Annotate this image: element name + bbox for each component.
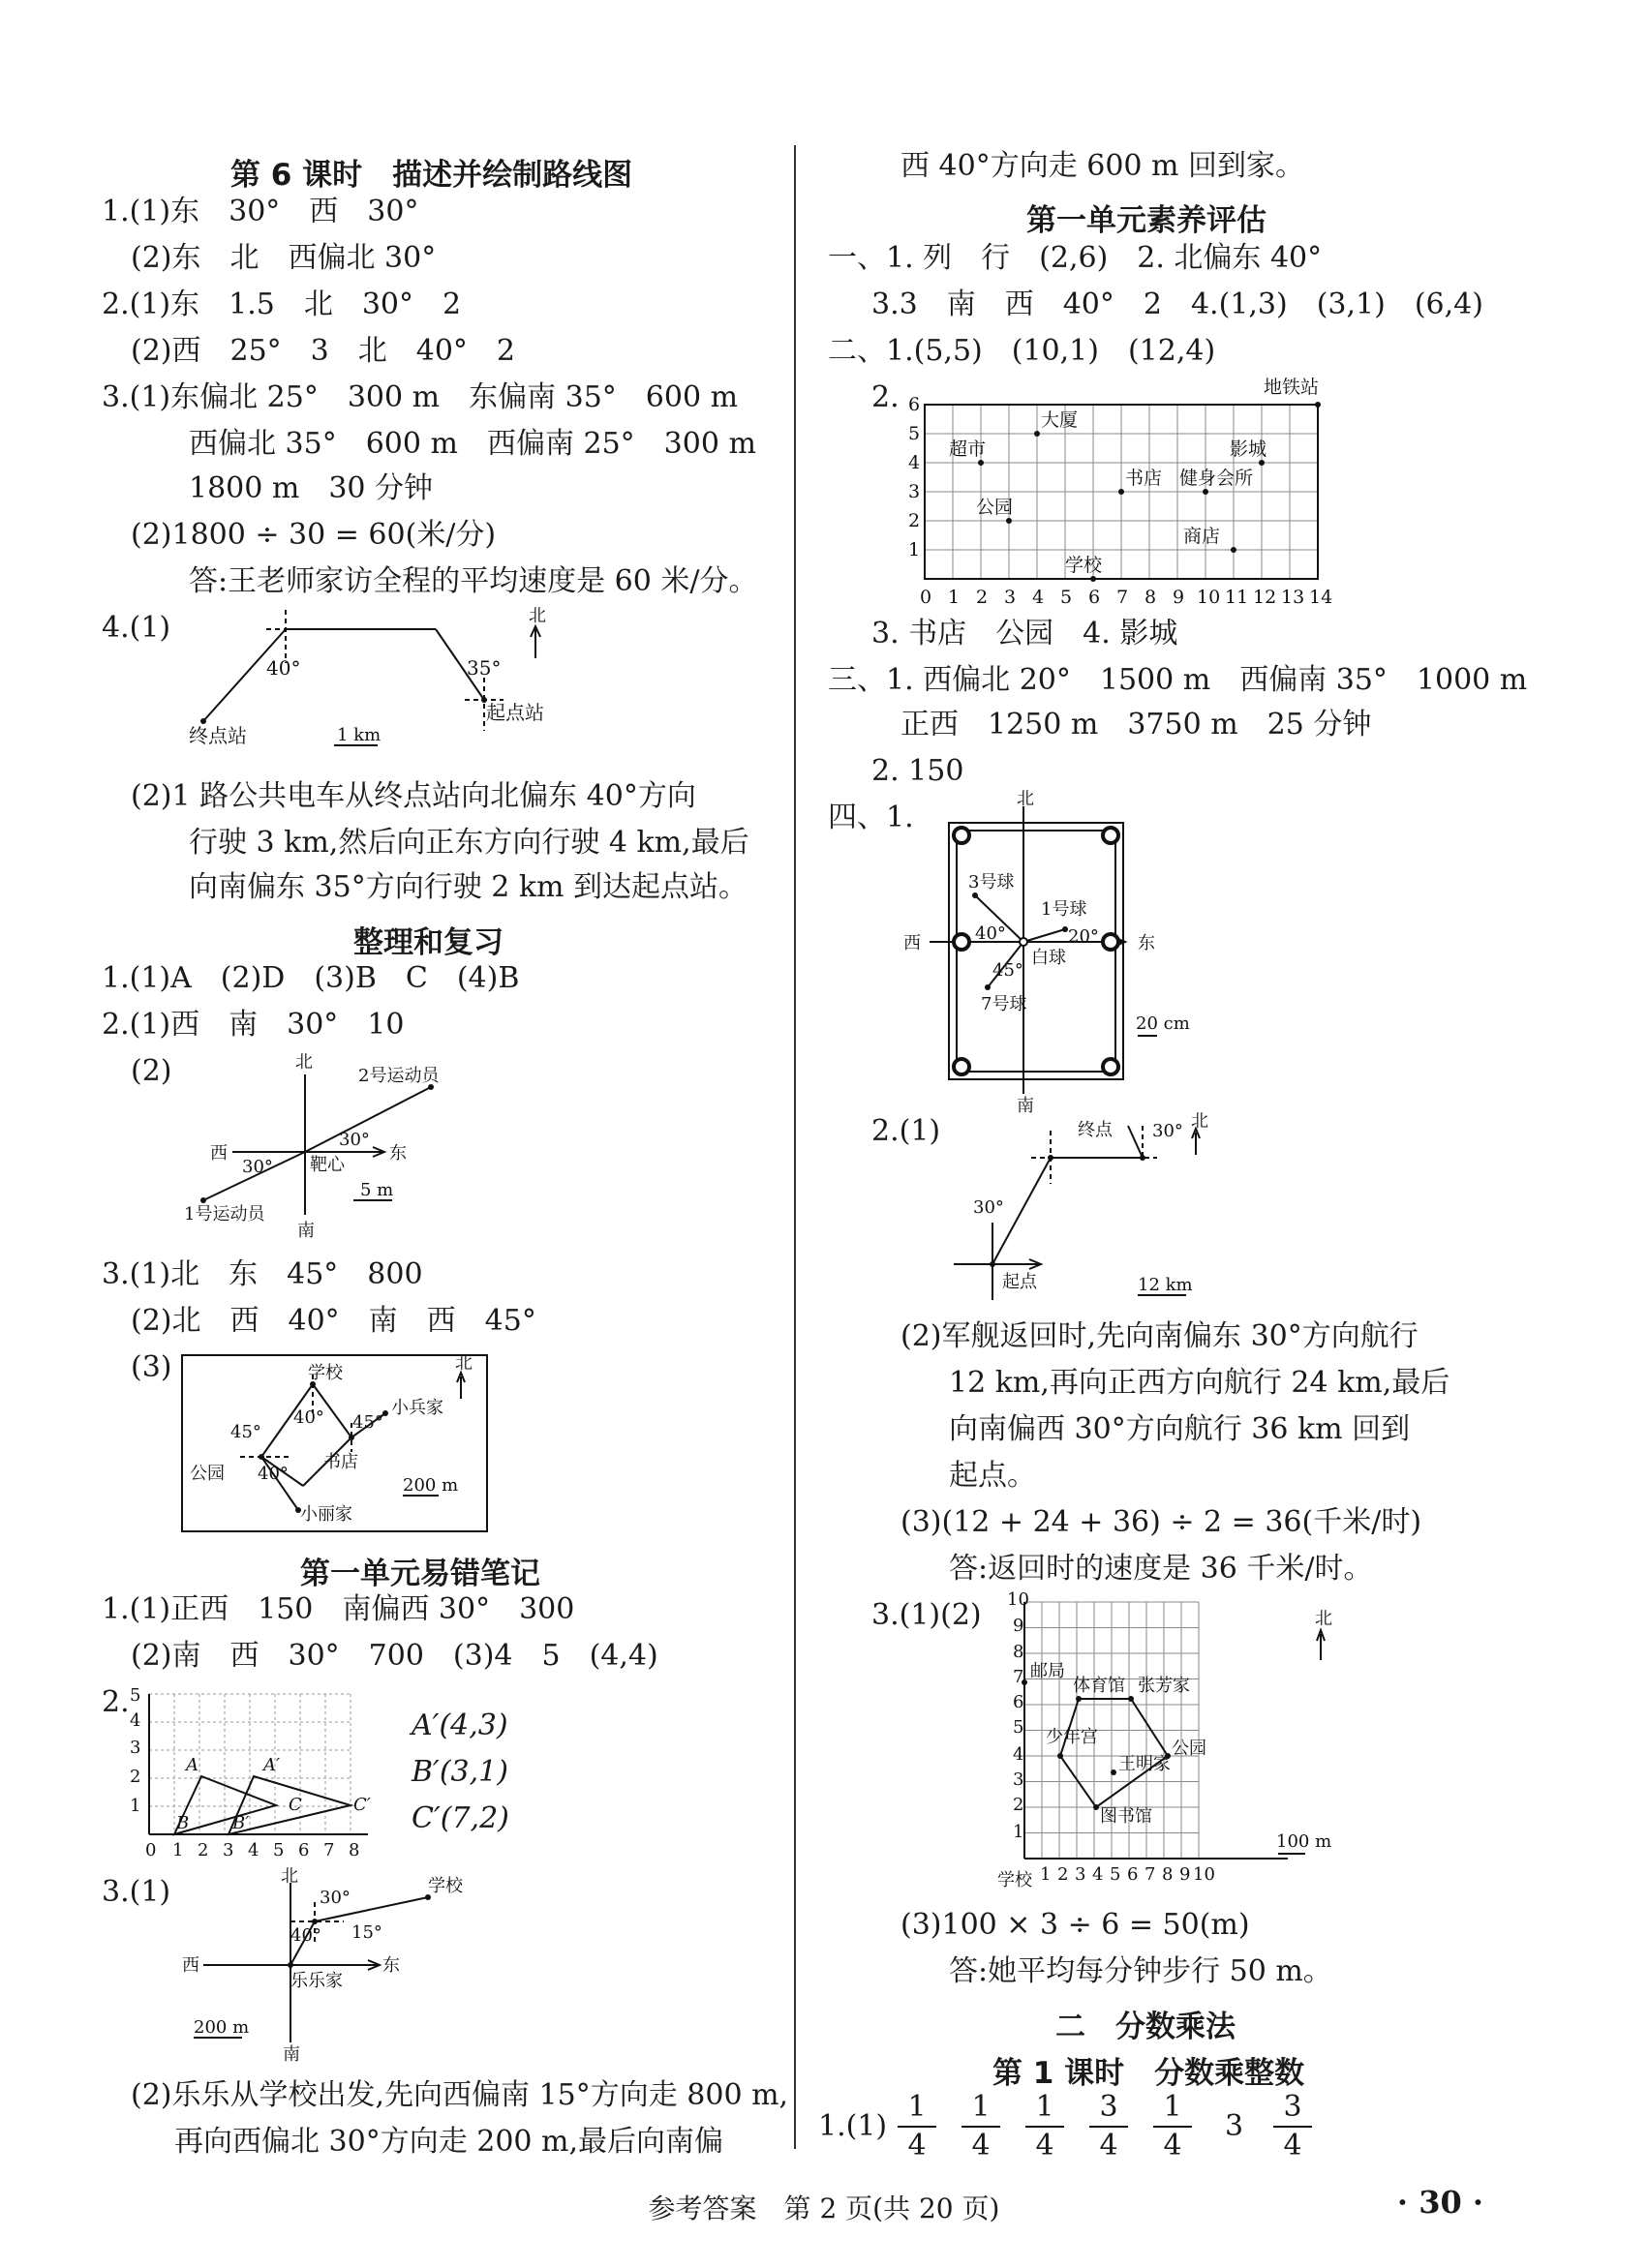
angle-label: 40° [975,923,1006,944]
svg-text:1: 1 [908,539,921,560]
svg-text:5: 5 [273,1840,285,1860]
svg-text:2: 2 [908,510,921,531]
coordinate-answer: B′(3,1) [412,1755,508,1789]
route-map-diagram [182,1355,492,1534]
athlete-2-label: 2号运动员 [358,1066,440,1086]
svg-text:6: 6 [1088,587,1101,608]
svg-text:1: 1 [1040,1864,1052,1885]
scale-label: 200 m [403,1475,459,1496]
svg-text:6: 6 [908,394,921,415]
answer-line: 2.(1)东 1.5 北 30° 2 [102,287,462,321]
angle-label: 40° [258,1464,289,1484]
answer-line: 向南偏西 30°方向航行 36 km 回到 [949,1412,1411,1446]
svg-text:8: 8 [1144,587,1157,608]
svg-text:9: 9 [1013,1616,1024,1636]
svg-text:C: C [289,1795,302,1815]
west-label: 西 [182,1955,199,1976]
svg-text:6: 6 [1013,1692,1024,1712]
svg-text:5: 5 [908,423,921,444]
scale-label: 20 cm [1136,1013,1190,1034]
east-label: 东 [382,1955,400,1976]
scale-label: 5 m [360,1180,394,1200]
angle-label: 30° [1152,1121,1183,1141]
answer-line: (2)北 西 40° 南 西 45° [131,1304,536,1338]
angle-label: 30° [339,1130,370,1150]
coordinate-answer: C′(7,2) [412,1801,509,1835]
metro-label: 地铁站 [1264,377,1320,398]
svg-text:3: 3 [130,1738,141,1758]
coordinate-answer: A′(4,3) [412,1709,508,1742]
answer-line: 3.(1)东偏北 25° 300 m 东偏南 35° 600 m [102,380,739,414]
svg-text:3: 3 [1013,1769,1024,1790]
answer-line: 1.(1)A (2)D (3)B C (4)B [102,961,520,995]
svg-text:4: 4 [1013,1744,1024,1765]
svg-text:3: 3 [223,1840,234,1860]
north-label: 北 [529,606,546,626]
park-label: 公园 [1172,1739,1206,1759]
angle-label: 45° [230,1422,261,1442]
ball-3-label: 3号球 [968,872,1015,892]
angle-label: 40° [293,1407,324,1428]
north-label: 北 [1191,1111,1208,1132]
library-label: 图书馆 [1100,1806,1152,1827]
svg-text:4: 4 [248,1840,259,1860]
west-label: 西 [903,933,921,953]
fraction: 3 4 [1089,2091,1128,2162]
north-label: 北 [455,1353,473,1374]
svg-text:A: A [186,1755,198,1775]
svg-text:1: 1 [948,587,961,608]
section-heading: 第 6 课时 描述并绘制路线图 [230,158,633,193]
answer-line: (2)1 路公共电车从终点站向北偏东 40°方向 [131,779,696,813]
section-heading: 第一单元易错笔记 [300,1557,540,1591]
end-label: 终点 [1078,1120,1113,1140]
answer-line: 2. 150 [871,754,964,788]
svg-text:2: 2 [198,1840,209,1860]
west-label: 西 [210,1143,228,1164]
answer-line: (2)东 北 西偏北 30° [131,241,437,275]
answer-line: 12 km,再向正西方向航行 24 km,最后 [949,1366,1450,1400]
building-label: 大厦 [1041,409,1079,431]
ball-7-label: 7号球 [981,994,1027,1014]
answer-line: 起点。 [949,1459,1036,1493]
park-label: 公园 [976,497,1014,518]
answer-line: 3. 书店 公园 4. 影城 [871,617,1178,650]
section-heading: 第 1 课时 分数乘整数 [992,2056,1305,2091]
answer-line: 3.(1)(2) [871,1598,982,1632]
svg-text:4: 4 [1032,587,1045,608]
angle-label: 40° [266,656,301,680]
school-label: 学校 [1065,555,1103,576]
section-heading: 第一单元素养评估 [1026,203,1267,238]
answer-line: 二、1.(5,5) (10,1) (12,4) [828,334,1216,368]
svg-text:C′: C′ [353,1795,371,1815]
scale-label: 200 m [194,2017,250,2038]
answer-line: (2)西 25° 3 北 40° 2 [131,334,516,368]
page-number: · 30 · [1396,2184,1483,2221]
svg-text:4: 4 [1092,1864,1104,1885]
svg-text:13: 13 [1281,587,1305,608]
svg-text:0: 0 [145,1840,157,1860]
supermarket-label: 超市 [949,438,987,460]
angle-label: 40° [290,1925,321,1946]
xiaoli-home-label: 小丽家 [300,1504,352,1525]
xiaobing-home-label: 小兵家 [391,1398,443,1418]
south-label: 南 [283,2044,300,2065]
angle-label: 30° [242,1157,273,1177]
zhangfang-home-label: 张芳家 [1138,1676,1190,1696]
warship-route-diagram [934,1111,1225,1305]
answer-line: 再向西偏北 30°方向走 200 m,最后向南偏 [174,2125,724,2159]
svg-text:2: 2 [1013,1795,1024,1815]
route-grid-map [997,1589,1336,1890]
answer-line: 一、1. 列 行 (2,6) 2. 北偏东 40° [828,241,1323,275]
park-label: 公园 [190,1464,225,1484]
answer-line: (3) [131,1350,172,1384]
answer-line: 四、1. [828,801,914,834]
svg-text:1: 1 [130,1796,141,1816]
answer-line: 2.(1)西 南 30° 10 [102,1008,405,1042]
svg-text:5: 5 [1013,1717,1024,1738]
target-center-label: 靶心 [310,1155,345,1175]
fraction: 1 4 [1025,2091,1064,2162]
angle-label: 45° [992,960,1023,981]
fraction: 1 4 [898,2091,936,2162]
svg-text:1: 1 [172,1840,184,1860]
start-label: 起点 [1002,1272,1037,1292]
svg-text:4: 4 [908,452,921,473]
wangming-home-label: 王明家 [1118,1754,1171,1774]
answer-line: 西 40°方向走 600 m 回到家。 [900,149,1305,183]
page-footer: 参考答案 第 2 页(共 20 页) [648,2192,1000,2224]
svg-text:2: 2 [976,587,989,608]
svg-text:7: 7 [1013,1667,1024,1687]
route-diagram-4 [174,605,581,770]
svg-text:10: 10 [1007,1589,1029,1610]
svg-text:B′: B′ [232,1813,250,1833]
end-station-label: 终点站 [189,724,247,747]
answer-line: 1.(1)东 30° 西 30° [102,195,419,228]
svg-text:7: 7 [1144,1864,1156,1885]
post-office-label: 邮局 [1030,1661,1065,1681]
answer-line: 1.(1) [818,2109,888,2143]
svg-text:5: 5 [1060,587,1073,608]
answer-line: 3.(1)北 东 45° 800 [102,1257,423,1291]
east-label: 东 [389,1143,407,1164]
east-label: 东 [1138,933,1155,953]
angle-label: 35° [467,656,502,680]
svg-text:4: 4 [130,1710,141,1731]
svg-text:10: 10 [1197,587,1221,608]
scale-label: 1 km [337,725,381,745]
fraction: 3 4 [1273,2091,1312,2162]
answer-line: (2)1800 ÷ 30 = 60(米/分) [131,518,497,552]
north-label: 北 [1315,1609,1332,1629]
gym-label: 健身会所 [1179,468,1254,489]
chapter-heading: 二 分数乘法 [1055,2010,1236,2044]
youth-palace-label: 少年宫 [1046,1727,1098,1747]
svg-text:3: 3 [1075,1864,1086,1885]
south-label: 南 [1017,1096,1034,1116]
answer-line: 三、1. 西偏北 20° 1500 m 西偏南 35° 1000 m [828,663,1528,697]
angle-label: 30° [320,1888,351,1908]
gym-label: 体育馆 [1073,1676,1125,1696]
north-label: 北 [295,1052,313,1073]
north-label: 北 [1017,789,1034,809]
school-label: 学校 [428,1876,463,1896]
svg-text:9: 9 [1179,1864,1191,1885]
angle-label: 15° [351,1922,382,1943]
ball-1-label: 1号球 [1041,899,1087,920]
answer-line: 答:她平均每分钟步行 50 m。 [949,1954,1332,1988]
answer-line: 2.(1) [871,1114,941,1148]
coordinate-grid-triangles [130,1685,407,1863]
answer-line: 答:王老师家访全程的平均速度是 60 米/分。 [189,564,758,598]
svg-text:0: 0 [920,587,932,608]
answer-line: 答:返回时的速度是 36 千米/时。 [949,1552,1373,1586]
angle-label: 45° [352,1412,383,1433]
svg-text:6: 6 [298,1840,310,1860]
angle-label: 20° [1068,926,1099,947]
svg-text:12: 12 [1253,587,1277,608]
svg-text:8: 8 [1013,1642,1024,1662]
lele-home-label: 乐乐家 [290,1971,343,1991]
svg-text:7: 7 [1116,587,1129,608]
answer-line: 2. [871,380,900,414]
answer-line: (3)(12 + 24 + 36) ÷ 2 = 36(千米/时) [900,1505,1422,1539]
svg-text:7: 7 [323,1840,335,1860]
svg-text:2: 2 [1057,1864,1069,1885]
south-label: 南 [297,1221,315,1241]
svg-text:B: B [176,1813,190,1833]
route-diagram-lele [174,1866,484,2065]
answer-line: 3.(1) [102,1875,171,1909]
bookstore-label: 书店 [1125,468,1163,489]
answer-line: 西偏北 35° 600 m 西偏南 25° 300 m [189,427,756,461]
scale-label: 100 m [1276,1831,1332,1852]
answer-value: 3 [1225,2109,1244,2143]
answer-line: 1800 m 30 分钟 [189,471,434,505]
svg-text:8: 8 [349,1840,360,1860]
column-divider [794,145,796,2149]
svg-text:6: 6 [1127,1864,1139,1885]
answer-line: 3.3 南 西 40° 2 4.(1,3) (3,1) (6,4) [871,287,1483,321]
answer-line: (3)100 × 3 ÷ 6 = 50(m) [900,1908,1250,1942]
svg-text:2: 2 [130,1767,141,1787]
school-label: 学校 [997,1870,1032,1890]
answer-line: 2. [102,1685,130,1719]
answer-line: 4.(1) [102,611,171,645]
answer-line: (2)乐乐从学校出发,先向西偏南 15°方向走 800 m, [131,2078,789,2112]
white-ball-label: 白球 [1031,948,1066,968]
svg-text:3: 3 [1004,587,1017,608]
fraction: 1 4 [1153,2091,1192,2162]
answer-line: 行驶 3 km,然后向正东方向行驶 4 km,最后 [189,826,749,860]
cinema-label: 影城 [1230,438,1267,460]
angle-label: 30° [973,1197,1004,1218]
scale-label: 12 km [1138,1275,1193,1295]
start-station-label: 起点站 [486,701,544,724]
target-diagram [174,1050,542,1254]
answer-line: 1.(1)正西 150 南偏西 30° 300 [102,1592,575,1626]
svg-text:8: 8 [1162,1864,1174,1885]
axis-ticks [908,394,1332,608]
answer-line: 正西 1250 m 3750 m 25 分钟 [900,708,1372,741]
svg-text:1: 1 [1013,1822,1024,1842]
fraction: 1 4 [961,2091,1000,2162]
athlete-1-label: 1号运动员 [184,1204,265,1225]
shop-label: 商店 [1183,526,1221,547]
section-heading: 整理和复习 [353,925,504,960]
svg-text:5: 5 [130,1685,141,1706]
school-label: 学校 [308,1363,343,1383]
answer-line: 向南偏东 35°方向行驶 2 km 到达起点站。 [189,870,748,904]
billiard-table-diagram [896,789,1205,1116]
svg-text:11: 11 [1225,587,1249,608]
svg-text:14: 14 [1309,587,1333,608]
north-label: 北 [281,1866,298,1887]
answer-line: (2)军舰返回时,先向南偏东 30°方向航行 [900,1319,1419,1353]
location-grid-map [910,378,1356,620]
svg-text:10: 10 [1193,1864,1215,1885]
svg-text:3: 3 [908,481,921,502]
svg-text:A′: A′ [263,1755,281,1775]
bookstore-label: 书店 [323,1452,358,1472]
answer-line: (2) [131,1054,172,1088]
answer-line: (2)南 西 30° 700 (3)4 5 (4,4) [131,1639,658,1673]
svg-text:5: 5 [1110,1864,1121,1885]
svg-text:9: 9 [1173,587,1185,608]
